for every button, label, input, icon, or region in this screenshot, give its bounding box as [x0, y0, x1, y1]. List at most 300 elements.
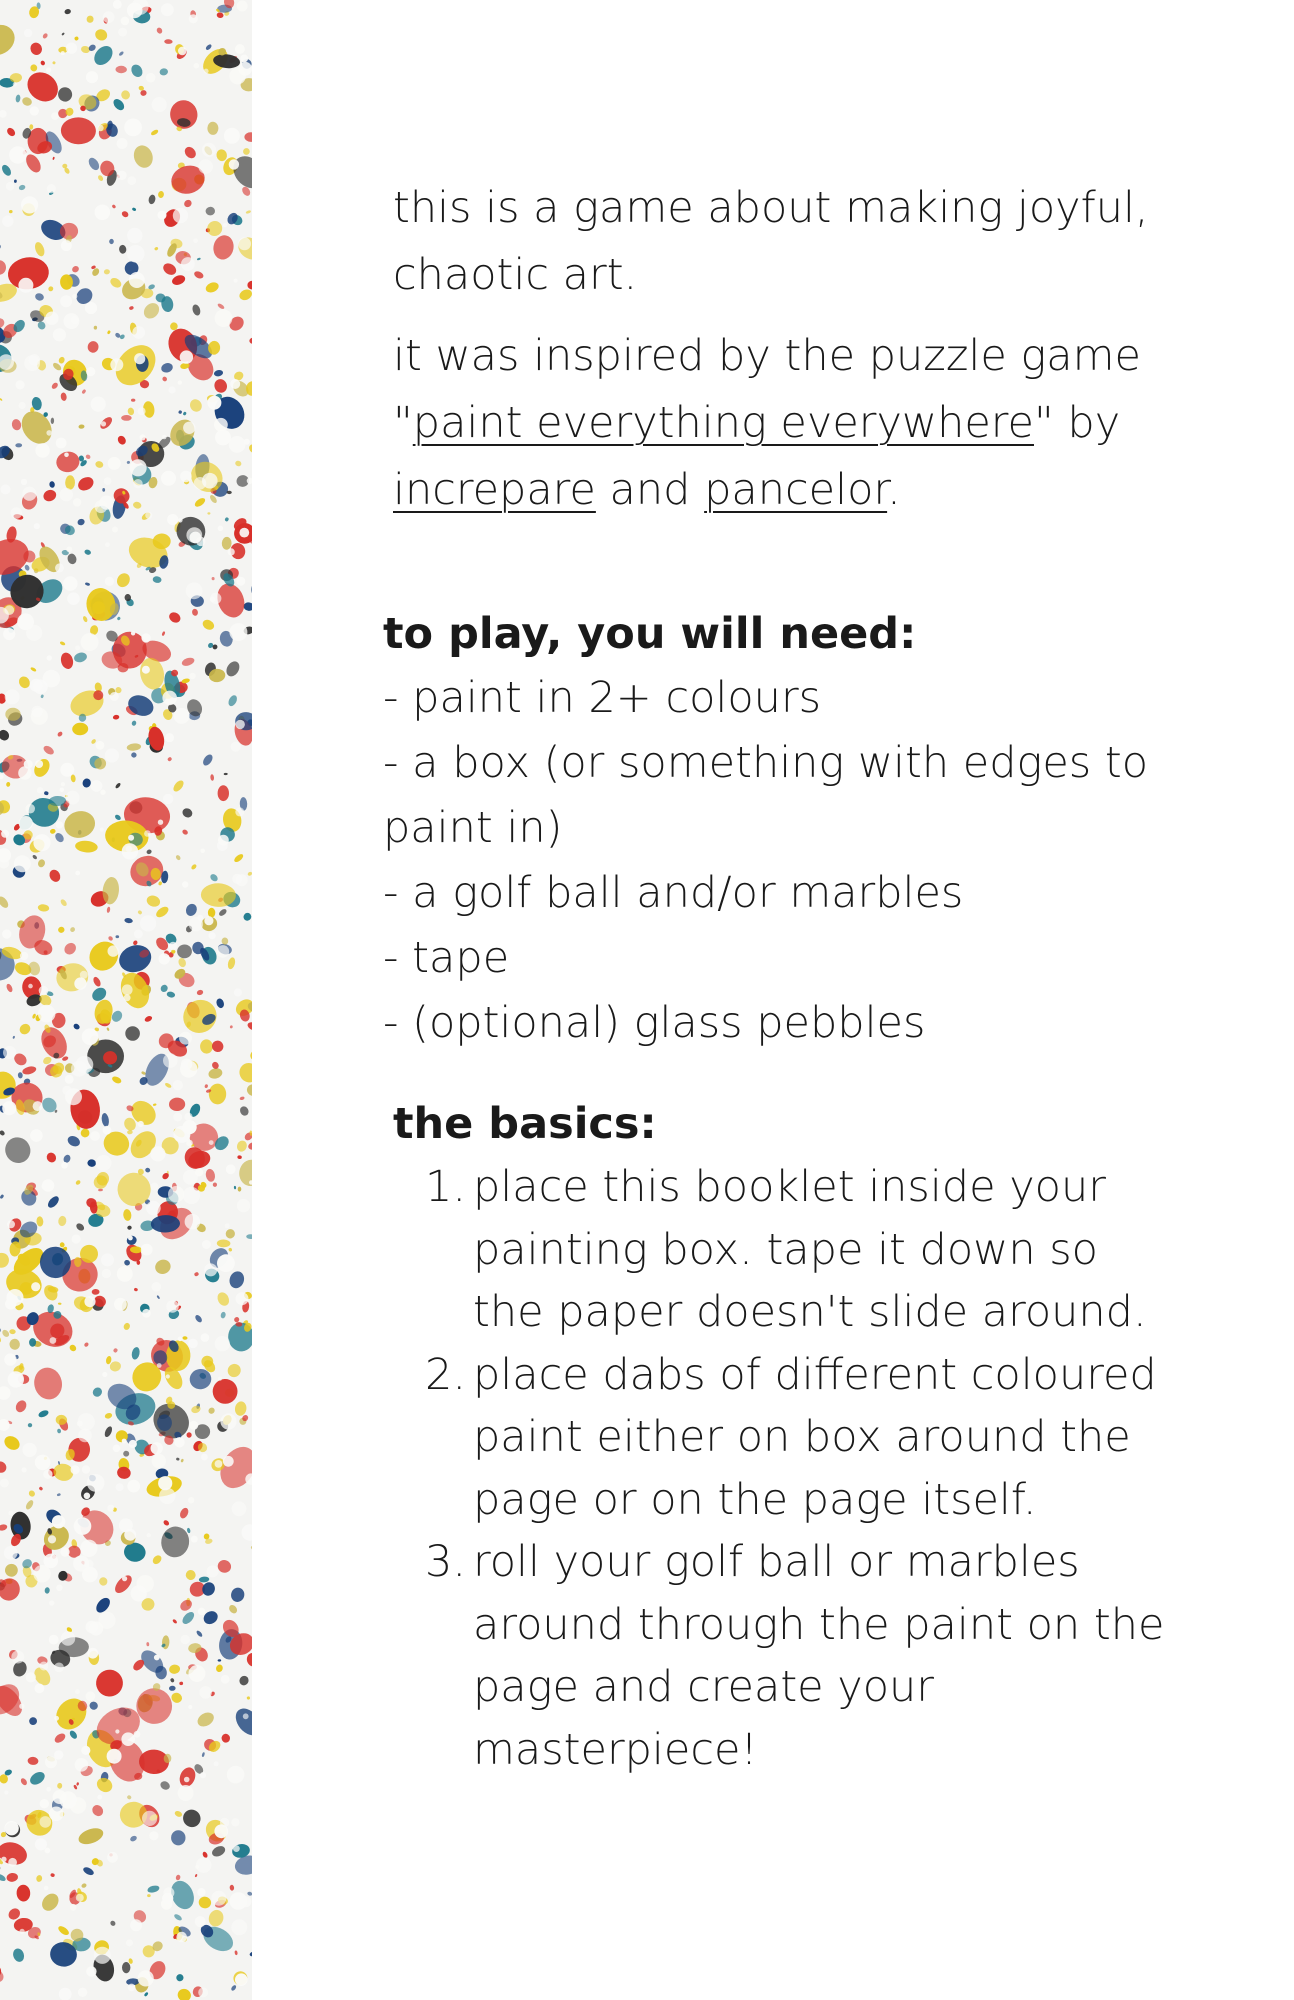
paint-splatter-blob: [0, 895, 10, 910]
paint-splatter-blob: [109, 276, 123, 289]
paint-bubble: [183, 422, 195, 434]
paint-bubble: [195, 1865, 199, 1869]
paint-bubble: [108, 457, 121, 470]
game-title-link[interactable]: paint everything everywhere: [412, 398, 1034, 448]
paint-splatter-blob: [178, 410, 182, 414]
paint-bubble: [167, 514, 178, 525]
paint-splatter-blob: [227, 694, 239, 708]
paint-splatter-blob: [0, 1873, 7, 1883]
paint-bubble: [61, 782, 65, 786]
paint-splatter-blob: [94, 1775, 115, 1795]
paint-bubble: [197, 1888, 205, 1896]
paint-bubble: [48, 1535, 56, 1543]
paint-splatter-blob: [156, 27, 164, 35]
paint-splatter-blob: [62, 164, 67, 169]
paint-splatter-blob: [90, 1803, 105, 1818]
paint-splatter-blob: [76, 1782, 79, 1786]
materials-item-paint: - paint in 2+ colours: [383, 673, 822, 723]
paint-splatter-blob: [225, 1361, 243, 1379]
paint-splatter-blob: [29, 63, 38, 72]
paint-bubble: [230, 379, 240, 389]
paint-bubble: [46, 1787, 51, 1792]
paint-bubble: [146, 73, 156, 83]
paint-bubble: [24, 760, 33, 769]
paint-bubble: [238, 62, 252, 76]
paint-splatter-blob: [184, 902, 199, 918]
paint-splatter-blob: [57, 1428, 62, 1433]
paint-splatter-blob: [250, 1545, 252, 1552]
paint-bubble: [127, 176, 136, 185]
paint-bubble: [166, 1374, 170, 1378]
paint-bubble: [103, 1126, 112, 1135]
paint-bubble: [40, 1799, 49, 1808]
paint-bubble: [84, 1296, 95, 1307]
paint-bubble: [105, 748, 119, 762]
paint-splatter-blob: [31, 756, 53, 779]
paint-bubble: [75, 645, 80, 650]
paint-splatter-blob: [101, 1113, 110, 1128]
paint-bubble: [39, 1662, 48, 1671]
paint-splatter-blob: [68, 1343, 77, 1352]
paint-bubble: [4, 1546, 18, 1560]
paint-splatter-blob: [247, 1141, 252, 1151]
paint-bubble: [199, 1686, 212, 1699]
paint-splatter-blob: [229, 1586, 245, 1603]
paint-bubble: [151, 1183, 159, 1191]
paint-splatter-blob: [91, 1386, 104, 1399]
paint-splatter-blob: [171, 779, 185, 794]
paint-bubble: [20, 952, 28, 960]
paint-bubble: [229, 436, 246, 453]
paint-splatter-blob: [209, 873, 219, 883]
paint-splatter-blob: [238, 1105, 250, 1117]
paint-bubble: [14, 855, 31, 872]
paint-splatter-blob: [88, 1700, 99, 1711]
paint-splatter-blob: [146, 1642, 149, 1646]
paint-bubble: [61, 240, 72, 251]
paint-bubble: [2, 1101, 16, 1115]
booklet-page-text: [383, 175, 1183, 1781]
paint-bubble: [227, 1766, 245, 1784]
paint-bubble: [4, 605, 14, 615]
paint-splatter-blob: [5, 983, 13, 993]
paint-bubble: [82, 1567, 98, 1583]
paint-splatter-blob: [24, 1499, 34, 1511]
paint-splatter-blob: [221, 1733, 231, 1743]
paint-splatter-art: [0, 0, 252, 2000]
paint-bubble: [67, 592, 80, 605]
paint-splatter-blob: [0, 1250, 12, 1270]
paint-bubble: [16, 380, 25, 389]
paint-splatter-blob: [97, 174, 104, 182]
paint-bubble: [188, 1339, 198, 1349]
paint-splatter-blob: [78, 424, 84, 429]
paint-bubble: [184, 1777, 190, 1783]
paint-splatter-blob: [175, 1973, 185, 1983]
paint-bubble: [41, 1183, 48, 1190]
paint-bubble: [74, 1517, 92, 1535]
paint-bubble: [173, 1113, 182, 1122]
materials-item-tape: - tape: [383, 933, 510, 983]
paint-splatter-blob: [95, 460, 105, 469]
paint-splatter-blob: [187, 1432, 192, 1437]
paint-bubble: [13, 82, 17, 86]
paint-bubble: [97, 1795, 102, 1800]
paint-splatter-blob: [147, 1884, 160, 1893]
paint-splatter-blob: [131, 720, 137, 726]
paint-bubble: [124, 1529, 136, 1541]
author-pancelor-link[interactable]: pancelor: [704, 465, 888, 515]
paint-splatter-blob: [224, 773, 228, 776]
paint-splatter-blob: [187, 1528, 191, 1534]
paint-bubble: [47, 655, 52, 660]
paint-splatter-blob: [159, 1780, 171, 1792]
paint-bubble: [217, 1254, 235, 1272]
paint-bubble: [78, 1429, 92, 1443]
paint-splatter-blob: [107, 935, 113, 941]
paint-bubble: [150, 1146, 165, 1161]
paint-bubble: [9, 146, 26, 163]
paint-splatter-blob: [247, 1891, 252, 1896]
paint-splatter-blob: [234, 1186, 237, 1190]
paint-bubble: [78, 1413, 95, 1430]
paint-splatter-blob: [144, 1015, 153, 1023]
paint-bubble: [207, 396, 221, 410]
paint-bubble: [215, 430, 231, 446]
paint-bubble: [22, 1443, 36, 1457]
paint-bubble: [62, 1086, 71, 1095]
paint-splatter-blob: [47, 285, 54, 292]
paint-bubble: [33, 834, 50, 851]
paint-splatter-blob: [0, 1325, 2, 1335]
paint-bubble: [8, 1511, 13, 1516]
paint-bubble: [26, 625, 42, 641]
paint-splatter-blob: [36, 1875, 43, 1883]
paint-splatter-blob: [0, 1133, 35, 1168]
paint-splatter-blob: [16, 405, 58, 449]
paint-splatter-blob: [176, 1987, 193, 2000]
paint-splatter-blob: [111, 1075, 122, 1085]
paint-splatter-blob: [14, 179, 17, 183]
paint-splatter-blob: [0, 1523, 8, 1531]
paint-bubble: [117, 171, 126, 180]
paint-bubble: [141, 1244, 153, 1256]
paint-splatter-blob: [250, 582, 252, 596]
paint-splatter-blob: [38, 1486, 43, 1491]
paint-bubble: [162, 1893, 173, 1904]
paint-bubble: [5, 1109, 9, 1113]
paint-bubble: [181, 1635, 190, 1644]
paint-splatter-blob: [115, 66, 127, 74]
paint-splatter-blob: [74, 36, 79, 41]
paint-splatter-blob: [77, 518, 86, 526]
paint-splatter-blob: [60, 392, 67, 401]
paint-bubble: [59, 1988, 72, 2000]
paint-splatter-blob: [0, 19, 20, 61]
paint-splatter-blob: [188, 397, 204, 414]
paint-bubble: [194, 63, 200, 69]
paint-splatter-blob: [11, 418, 22, 431]
paint-splatter-blob: [0, 1459, 9, 1475]
paint-bubble: [10, 507, 22, 519]
paint-bubble: [134, 930, 143, 939]
paint-bubble: [86, 1691, 96, 1701]
paint-splatter-blob: [3, 1562, 19, 1578]
paint-bubble: [218, 835, 229, 846]
paint-splatter-blob: [127, 1130, 133, 1135]
paint-splatter-blob: [179, 1681, 183, 1685]
paint-bubble: [142, 1811, 157, 1826]
paint-splatter-blob: [51, 418, 55, 425]
paint-splatter-blob: [121, 415, 132, 421]
paint-splatter-blob: [81, 389, 86, 395]
paint-splatter-blob: [154, 905, 170, 920]
paint-splatter-blob: [54, 831, 66, 843]
paint-bubble: [197, 915, 203, 921]
paint-bubble: [103, 11, 115, 23]
paint-splatter-blob: [0, 1130, 6, 1137]
paint-splatter-blob: [224, 1228, 236, 1240]
paint-splatter-blob: [179, 1806, 204, 1831]
paint-splatter-blob: [34, 292, 45, 302]
paint-bubble: [6, 182, 15, 191]
paint-splatter-blob: [175, 1874, 181, 1881]
paint-bubble: [114, 1298, 127, 1311]
paint-splatter-blob: [29, 124, 33, 130]
paint-bubble: [132, 326, 145, 339]
paint-bubble: [122, 984, 133, 995]
paint-bubble: [54, 1716, 59, 1721]
step-number: 1.: [425, 1162, 467, 1212]
paint-splatter-blob: [116, 434, 127, 446]
paint-splatter-blob: [230, 1984, 237, 1991]
paint-splatter-blob: [129, 63, 145, 79]
paint-splatter-blob: [56, 86, 73, 104]
paint-splatter-blob: [91, 1665, 127, 1701]
paint-splatter-blob: [51, 382, 59, 391]
paint-bubble: [154, 1655, 160, 1661]
materials-item-glass-pebbles: - (optional) glass pebbles: [383, 998, 926, 1048]
paint-bubble: [35, 443, 49, 457]
paint-splatter-blob: [161, 631, 165, 636]
paint-bubble: [50, 1337, 57, 1344]
paint-bubble: [174, 1437, 184, 1447]
paint-splatter-blob: [83, 1342, 89, 1348]
paint-splatter-blob: [82, 615, 88, 622]
paint-splatter-blob: [116, 968, 155, 1012]
paint-splatter-blob: [196, 1630, 204, 1638]
paint-bubble: [214, 418, 228, 432]
paint-bubble: [31, 1282, 40, 1291]
paint-splatter-blob: [28, 1769, 47, 1787]
paint-splatter-blob: [172, 1619, 178, 1625]
basics-section: [393, 1092, 1183, 1781]
paint-splatter-blob: [134, 1287, 139, 1291]
paint-bubble: [19, 816, 33, 830]
paint-splatter-blob: [114, 814, 122, 821]
paint-bubble: [215, 309, 233, 327]
paint-splatter-blob: [156, 1295, 160, 1299]
paint-splatter-blob: [196, 989, 204, 996]
paint-bubble: [127, 1480, 140, 1493]
paint-bubble: [46, 67, 51, 72]
step-number: 3.: [425, 1537, 467, 1587]
paint-bubble: [157, 1363, 162, 1368]
paint-splatter-blob: [0, 398, 3, 401]
paint-splatter-blob: [50, 1873, 55, 1877]
paint-bubble: [207, 1565, 219, 1577]
paint-bubble: [66, 43, 77, 54]
paint-splatter-blob: [137, 910, 143, 915]
paint-splatter-blob: [57, 731, 64, 738]
paint-splatter-blob: [159, 68, 168, 76]
paint-splatter-blob: [150, 129, 159, 137]
paint-splatter-blob: [169, 1097, 186, 1111]
step-number: 2.: [425, 1349, 467, 1400]
paint-splatter-blob: [224, 659, 242, 679]
paint-bubble: [202, 1240, 211, 1249]
paint-bubble: [122, 1576, 127, 1581]
paint-splatter-blob: [175, 854, 181, 861]
paint-bubble: [35, 1455, 51, 1471]
paint-bubble: [65, 1075, 74, 1084]
paint-splatter-blob: [67, 686, 108, 721]
paint-bubble: [49, 1635, 59, 1645]
paint-splatter-blob: [59, 898, 68, 907]
paint-splatter-blob: [215, 1290, 231, 1307]
paint-bubble: [129, 272, 145, 288]
paint-splatter-blob: [71, 265, 80, 274]
paint-splatter-blob: [249, 1951, 252, 1957]
paint-splatter-blob: [215, 148, 228, 162]
paint-splatter-blob: [145, 1167, 151, 1173]
paint-bubble: [131, 631, 135, 635]
paint-bubble: [46, 430, 52, 436]
paint-splatter-blob: [205, 1168, 217, 1183]
paint-bubble: [236, 720, 245, 729]
paint-bubble: [165, 733, 174, 742]
paint-bubble: [75, 1758, 89, 1772]
paint-bubble: [78, 1988, 87, 1997]
paint-splatter-blob: [90, 738, 96, 744]
paint-bubble: [178, 1337, 183, 1342]
paint-splatter-blob: [0, 728, 11, 743]
paint-splatter-blob: [105, 1355, 112, 1364]
paint-bubble: [101, 421, 106, 426]
paint-bubble: [138, 1970, 154, 1986]
paint-splatter-blob: [64, 8, 71, 14]
inspiration-paragraph: [393, 323, 1173, 524]
paint-splatter-image: [0, 0, 252, 2000]
paint-splatter-blob: [81, 1883, 88, 1889]
paint-splatter-blob: [229, 1885, 234, 1891]
paint-bubble: [22, 1467, 27, 1472]
paint-bubble: [236, 1292, 249, 1305]
paint-bubble: [61, 51, 65, 55]
paint-splatter-blob: [238, 1187, 242, 1192]
paint-splatter-blob: [107, 330, 111, 335]
paint-bubble: [126, 1939, 133, 1946]
paint-splatter-blob: [212, 1378, 238, 1404]
paint-splatter-blob: [1, 1329, 11, 1339]
paint-bubble: [2, 929, 11, 938]
paint-bubble: [128, 835, 134, 841]
paint-bubble: [188, 1705, 192, 1709]
paint-bubble: [231, 1818, 239, 1826]
paint-bubble: [35, 760, 43, 768]
paint-bubble: [72, 294, 77, 299]
paint-bubble: [182, 881, 188, 887]
paint-splatter-blob: [113, 1348, 119, 1354]
paint-bubble: [235, 44, 245, 54]
paint-splatter-blob: [236, 1059, 252, 1086]
paint-splatter-blob: [207, 512, 210, 514]
paint-bubble: [117, 1266, 133, 1282]
paint-bubble: [142, 1309, 151, 1318]
paint-bubble: [60, 295, 72, 307]
paint-bubble: [234, 279, 238, 283]
paint-splatter-blob: [146, 849, 153, 855]
paint-splatter-blob: [184, 1568, 197, 1581]
paint-splatter-blob: [30, 666, 37, 672]
paint-splatter-blob: [251, 1796, 252, 1803]
paint-bubble: [97, 125, 103, 131]
paint-splatter-blob: [9, 1338, 20, 1350]
paint-bubble: [166, 1300, 179, 1313]
paint-splatter-blob: [6, 1872, 19, 1882]
paint-bubble: [198, 1608, 206, 1616]
paint-splatter-blob: [158, 881, 163, 886]
author-increpare-link[interactable]: increpare: [393, 465, 596, 515]
paint-bubble: [3, 1046, 16, 1059]
paint-bubble: [21, 196, 38, 213]
paint-splatter-blob: [0, 1575, 23, 1604]
paint-splatter-blob: [176, 1457, 180, 1460]
paint-bubble: [186, 582, 203, 599]
paint-splatter-blob: [191, 303, 202, 316]
paint-bubble: [4, 1353, 16, 1365]
paint-bubble: [45, 1848, 51, 1854]
paint-splatter-blob: [183, 145, 199, 161]
paint-splatter-blob: [76, 1825, 105, 1847]
paint-splatter-blob: [82, 778, 92, 789]
paint-bubble: [178, 380, 182, 384]
paint-splatter-blob: [52, 61, 56, 65]
paint-bubble: [158, 1476, 172, 1490]
paint-bubble: [124, 994, 131, 1001]
paint-bubble: [54, 1750, 63, 1759]
paint-splatter-blob: [85, 582, 91, 586]
paint-bubble: [45, 312, 58, 325]
paint-bubble: [100, 828, 104, 832]
paint-splatter-blob: [68, 1729, 78, 1740]
paint-splatter-blob: [237, 1155, 242, 1159]
paint-bubble: [191, 1536, 198, 1543]
paint-splatter-blob: [178, 1506, 190, 1519]
paint-splatter-blob: [195, 1710, 216, 1730]
paint-bubble: [235, 1973, 248, 1986]
paint-splatter-blob: [218, 785, 229, 801]
paint-bubble: [236, 577, 245, 586]
paint-bubble: [87, 1474, 105, 1492]
paint-splatter-blob: [190, 863, 197, 870]
paint-splatter-blob: [61, 808, 98, 842]
paint-bubble: [201, 1333, 210, 1342]
paint-splatter-blob: [28, 1423, 33, 1427]
paint-bubble: [223, 1456, 234, 1467]
paint-bubble: [71, 1465, 80, 1474]
paint-bubble: [40, 1816, 52, 1828]
